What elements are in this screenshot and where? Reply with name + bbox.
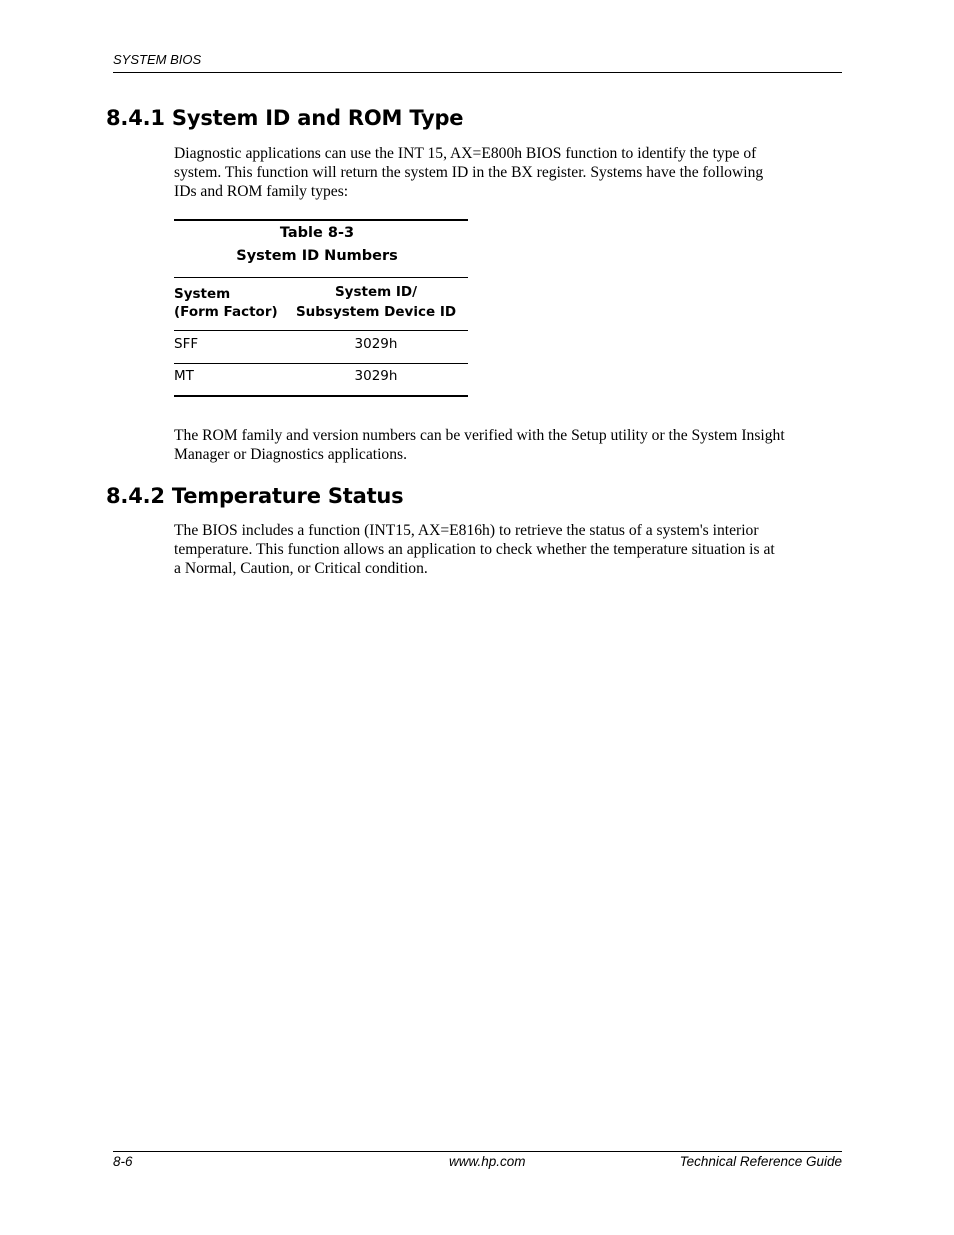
cell-system: MT: [174, 368, 194, 384]
table-top-rule: [174, 219, 468, 221]
paragraph-line: Manager or Diagnostics applications.: [174, 446, 407, 463]
intro-line: IDs and ROM family types:: [174, 183, 349, 200]
section-heading-temperature: 8.4.2 Temperature Status: [106, 484, 404, 508]
column-header-system: [174, 285, 278, 321]
intro-line: system. This function will return the system ID in the BX register. Systems have the following: [174, 164, 764, 181]
column-header-line: (Form Factor): [174, 304, 278, 320]
footer-url: www.hp.com: [449, 1154, 526, 1169]
paragraph-line: a Normal, Caution, or Critical condition.: [174, 560, 428, 577]
section1-intro: [174, 144, 844, 201]
paragraph-line: The ROM family and version numbers can be verified with the Setup utility or the System Insight: [174, 427, 785, 444]
section-heading-system-id: 8.4.1 System ID and ROM Type: [106, 106, 464, 130]
paragraph-line: temperature. This function allows an application to check whether the temperature situation is at: [174, 541, 775, 558]
column-header-line: System: [174, 286, 231, 302]
page-number: 8-6: [113, 1154, 133, 1169]
table-header-rule: [174, 330, 468, 331]
column-header-system-id: [286, 282, 466, 322]
table-row-rule: [174, 363, 468, 364]
footer-rule: [113, 1151, 842, 1152]
header-rule: [113, 72, 842, 73]
cell-system-id: 3029h: [354, 368, 398, 384]
section1-after-table: [174, 426, 844, 464]
table-caption-number: Table 8-3: [279, 225, 355, 241]
intro-line: Diagnostic applications can use the INT 15, AX=E800h BIOS function to identify the type of: [174, 145, 757, 162]
running-head: SYSTEM BIOS: [113, 52, 202, 67]
table-bottom-rule: [174, 395, 468, 397]
cell-system: SFF: [174, 336, 199, 352]
table-caption-rule: [174, 277, 468, 278]
section2-body: [174, 521, 844, 578]
footer-guide-title: Technical Reference Guide: [679, 1154, 842, 1169]
cell-system-id: 3029h: [354, 336, 398, 352]
paragraph-line: The BIOS includes a function (INT15, AX=E816h) to retrieve the status of a system's interior: [174, 522, 759, 539]
table-caption-title: System ID Numbers: [236, 248, 398, 264]
column-header-line: System ID/: [334, 284, 418, 300]
column-header-line: Subsystem Device ID: [295, 304, 457, 320]
